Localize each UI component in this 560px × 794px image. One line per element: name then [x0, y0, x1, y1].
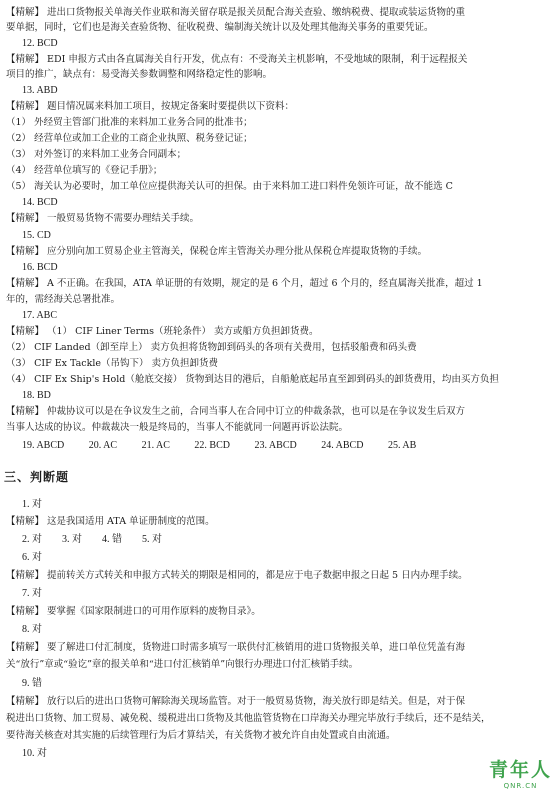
- answer-number: 1. 对: [22, 499, 42, 510]
- paragraph-line: 【精解】 要掌握《国家限制进口的可用作原料的废物目录》。: [6, 606, 261, 617]
- paragraph-line: （3） CIF Ex Tackle（吊钩下） 卖方负担卸货费: [6, 358, 219, 369]
- answer-number: 14. BCD: [22, 197, 58, 208]
- paragraph-line: 项目的推广，缺点有：易受海关参数调整和网络稳定性的影响。: [6, 69, 273, 80]
- paragraph-line: 【精解】 EDI 申报方式由各直属海关自行开发，优点有：不受海关主机影响，不受地域的限制，利于远程报关: [6, 54, 468, 65]
- answer-item: 23. ABCD: [254, 440, 297, 451]
- answer-item: 19. ABCD: [22, 440, 65, 451]
- paragraph-line: 【精解】 放行以后的进出口货物可解除海关现场监管。对于一般贸易货物，海关放行即是结关。但是，对于保: [6, 696, 466, 707]
- paragraph-line: 【精解】 题目情况属来料加工项目，按规定备案时要提供以下资料：: [6, 101, 295, 112]
- paragraph-line: （3） 对外签订的来料加工业务合同副本；: [6, 149, 187, 160]
- paragraph-line: 【精解】 A 不正确。在我国，ATA 单证册的有效期，规定的是 6 个月，超过 6 个月的，经直属海关批准，超过 1: [6, 278, 483, 289]
- paragraph-line: 要待海关核查对其实施的后续管理行为后才算结关，有关货物才被允许自由处置或自由流通。: [6, 730, 396, 741]
- answer-item: 20. AC: [88, 440, 118, 451]
- answer-row: [22, 440, 438, 451]
- answer-number: 2. 对 3. 对 4. 错 5. 对: [22, 534, 162, 545]
- answer-number: 16. BCD: [22, 262, 58, 273]
- paragraph-line: 税进出口货物、加工贸易、减免税、缓税进出口货物及其他监管货物在口岸海关办理完毕放行手续后，还不是结关，: [6, 713, 491, 724]
- watermark-logo: [489, 755, 552, 790]
- answer-number: 18. BD: [22, 390, 51, 401]
- paragraph-line: 【精解】 一般贸易货物不需要办理结关手续。: [6, 213, 200, 224]
- paragraph-line: （4） 经营单位填写的《登记手册》；: [6, 165, 163, 176]
- paragraph-line: （1） 外经贸主管部门批准的来料加工业务合同的批准书；: [6, 117, 253, 128]
- section-heading: 三、判断题: [4, 470, 70, 484]
- answer-item: 25. AB: [387, 440, 417, 451]
- watermark-text: 青年人: [488, 759, 552, 781]
- answer-number: 13. ABD: [22, 85, 58, 96]
- answer-item: 21. AC: [141, 440, 170, 451]
- answer-item: 24. ABCD: [321, 440, 364, 451]
- paragraph-line: （2） 经营单位或加工企业的工商企业执照、税务登记证；: [6, 133, 253, 144]
- paragraph-line: （4） CIF Ex Ship's Hold（舱底交接） 货物到达目的港后，自船舱底起吊直至卸到码头的卸货费用，均由买方负担: [6, 374, 499, 385]
- answer-number: 8. 对: [22, 624, 42, 635]
- paragraph-line: 【精解】 这是我国适用 ATA 单证册制度的范围。: [6, 516, 215, 527]
- paragraph-line: 【精解】 应分别向加工贸易企业主管海关，保税仓库主管海关办理分批从保税仓库提取货物的手续。: [6, 246, 428, 257]
- paragraph-line: 【精解】 （1） CIF Liner Terms（班轮条件） 卖方或船方负担卸货费。: [6, 326, 319, 337]
- paragraph-line: （2） CIF Landed（卸至岸上） 卖方负担将货物卸到码头的各项有关费用，包括驳船费和码头费: [6, 342, 417, 353]
- answer-number: 9. 错: [22, 678, 42, 689]
- answer-number: 15. CD: [22, 230, 51, 241]
- answer-number: 10. 对: [22, 748, 47, 759]
- paragraph-line: 【精解】 要了解进口付汇制度，货物进口时需多填写一联供付汇核销用的进口货物报关单，进口单位凭盖有海: [6, 642, 466, 653]
- answer-number: 6. 对: [22, 552, 42, 563]
- paragraph-line: 要单据，同时，它们也是海关查验货物、征收税费、编制海关统计以及处理其他海关事务的重要凭证。: [6, 22, 434, 33]
- paragraph-line: 【精解】 提前转关方式转关和申报方式转关的期限是相同的，都是应于电子数据申报之日起 5 日内办理手续。: [6, 570, 468, 581]
- answer-number: 7. 对: [22, 588, 42, 599]
- answer-item: 22. BCD: [194, 440, 230, 451]
- answer-number: 17. ABC: [22, 310, 58, 321]
- paragraph-line: 当事人达成的协议。仲裁裁决一般是终局的，当事人不能就同一问题再诉讼法院。: [6, 422, 349, 433]
- paragraph-line: （5） 海关认为必要时，加工单位应提供海关认可的担保。由于来料加工进口料件免领许可证，故不能选 C: [6, 181, 453, 192]
- watermark-url: QNR.CN: [503, 782, 538, 790]
- paragraph-line: 年的，需经海关总署批准。: [6, 294, 121, 305]
- paragraph-line: 【精解】 仲裁协议可以是在争议发生之前，合同当事人在合同中订立的仲裁条款，也可以是在争议发生后双方: [6, 406, 466, 417]
- paragraph-line: 关“放行”章或“验讫”章的报关单和“进口付汇核销单”向银行办理进口付汇核销手续。: [6, 659, 359, 670]
- paragraph-line: 【精解】 进出口货物报关单海关作业联和海关留存联是报关员配合海关查验、缴纳税费、提取或装运货物的重: [6, 7, 466, 18]
- answer-number: 12. BCD: [22, 38, 58, 49]
